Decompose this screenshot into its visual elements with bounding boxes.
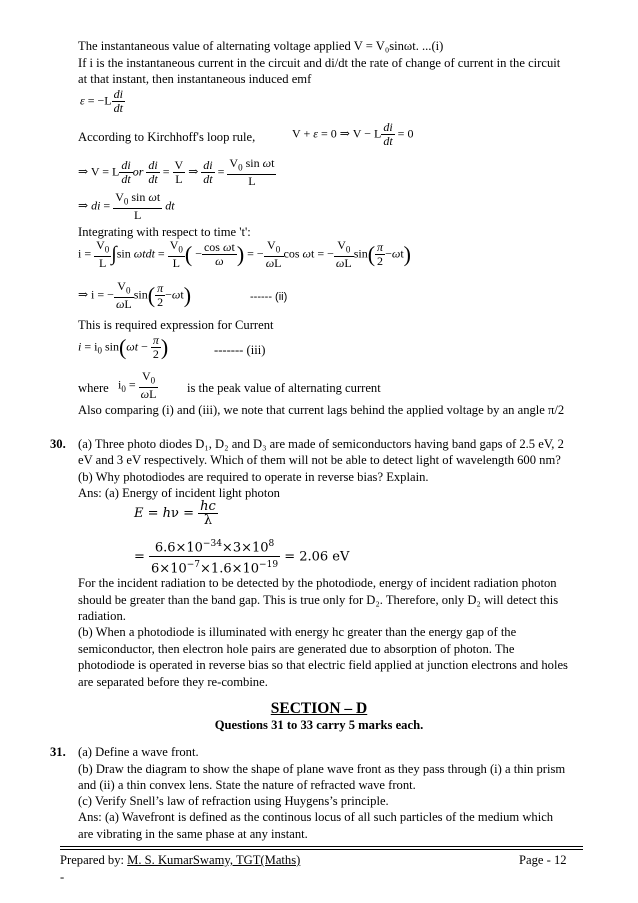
question-number: 31. [50,745,66,759]
footer-prepared-label: Prepared by: [60,853,124,867]
text-line: (a) Define a wave front. [78,745,199,759]
text-line: eV and 3 eV respectively. Which of them will not be able to detect light of wavelength 600 nm? [78,453,561,467]
equation-iii: $i = i_0$ sin(ωt − $\frac{\pi}{2}$ ) [78,333,169,361]
equation-step: ⇒ V = L $\frac{di}{dt}$ or $\frac{di}{dt}$ = $\frac{V}{L}$ ⇒ $\frac{di}{dt}$ = $\frac{V_0 \sin \omega t}{L}$ [78,156,275,189]
text-line: (a) Three photo diodes D₁, D₂ and D₃ are made of semiconductors having band gaps of 2.5 eV, 2 [78,437,564,451]
question-number: 30. [50,437,66,451]
equation-photon-energy: E = hν = $\frac{hc}{\lambda}$ [134,499,216,528]
equation-integral: i = $\frac{V_0}{L}$ ∫sin ωtdt = $\frac{V_0}{L}$ ( − $\frac{\text{cos ωt}}{\omega}$ ) = − $\frac{V_0}{\omega L}$ cos ωt = − $\frac{V_0}{\omega L}$ sin( $\frac{\pi}{2}$ −ωt) [78,238,411,271]
text-line: should be greater than the band gap. This is true only for D₂. Therefore, only D₂ will detect this [78,593,559,607]
text-line: (b) Draw the diagram to show the shape of plane wave front as they pass through (i) a thin prism [78,762,566,776]
text-line: Also comparing (i) and (iii), we note that current lags behind the applied voltage by an angle π/2 [78,403,565,417]
text-line: This is required expression for Current [78,318,274,332]
equation-di: ⇒ di = $\frac{V_0 \sin \omega t}{L}$ dt [78,190,175,223]
equation-peak: $i_0$ = $\frac{V_0}{\omega L}$ [118,369,157,402]
text-line: If i is the instantaneous current in the circuit and di/dt the rate of change of current in the circuit [78,56,561,70]
text-line: radiation. [78,609,126,623]
text-line: The instantaneous value of alternating voltage applied V = V₀sinωt. ...(i) [78,39,444,53]
footer-page-number: Page - 12 [519,853,567,867]
text-line: (b) Why photodiodes are required to operate in reverse bias? Explain. [78,470,429,484]
equation-emf: ε = −L $\frac{di}{dt}$ [80,87,123,115]
equation-ii: ⇒ i = − $\frac{V_0}{\omega L}$ sin( $\frac{\pi}{2}$ −ωt) [78,279,192,312]
footer-divider [60,849,583,850]
section-subtitle: Questions 31 to 33 carry 5 marks each. [214,718,424,732]
text-line: For the incident radiation to be detected by the photodiode, energy of incident radiation photon [78,576,557,590]
text-line: Ans: (a) Energy of incident light photon [78,486,280,500]
text-line: Ans: (a) Wavefront is defined as the continous locus of all such particles of the medium which [78,810,554,824]
text-line: (c) Verify Snell’s law of refraction using Huygens’s principle. [78,794,389,808]
energy-result: = 2.06 eV [284,549,350,565]
text-line: where [78,381,109,395]
footer-dash: - [60,870,65,884]
text-line: (b) When a photodiode is illuminated with energy hc greater than the energy gap of the [78,625,517,639]
text-line: photodiode is operated in reverse bias so that electric field applied at junction electrons and holes [78,658,568,672]
footer-divider [60,846,583,847]
equation-tag: ------- (iii) [214,343,266,357]
equation-tag: ------ (ii) [250,291,288,303]
text-line: Integrating with respect to time 't': [78,225,251,239]
text-line: According to Kirchhoff's loop rule, [78,130,256,144]
text-line: and (ii) a thin convex lens. State the nature of refracted wave front. [78,778,416,792]
text-line: semiconductor, then electron hole pairs are generated due to absorption of photon. The [78,642,515,656]
text-line: is the peak value of alternating current [187,381,381,395]
equation-photon-value: = $\frac{6.6\times 10^{-34}\times 3\times 10^8}{6\times 10^{-7}\times 1.6\times 10^{-19}}$ = 2.06 eV [134,536,349,578]
text-line: are vibrating in the same phase at any instant. [78,827,308,841]
section-title: SECTION – D [270,700,368,717]
footer-author: M. S. KumarSwamy, TGT(Maths) [127,853,301,867]
text-line: are separated before they re-combine. [78,675,268,689]
text-line: at that instant, then instantaneous induced emf [78,72,312,86]
equation-kirchhoff: V + ε = 0 ⇒ V − L $\frac{di}{dt}$ = 0 [292,120,414,148]
footer-credit [60,853,300,868]
